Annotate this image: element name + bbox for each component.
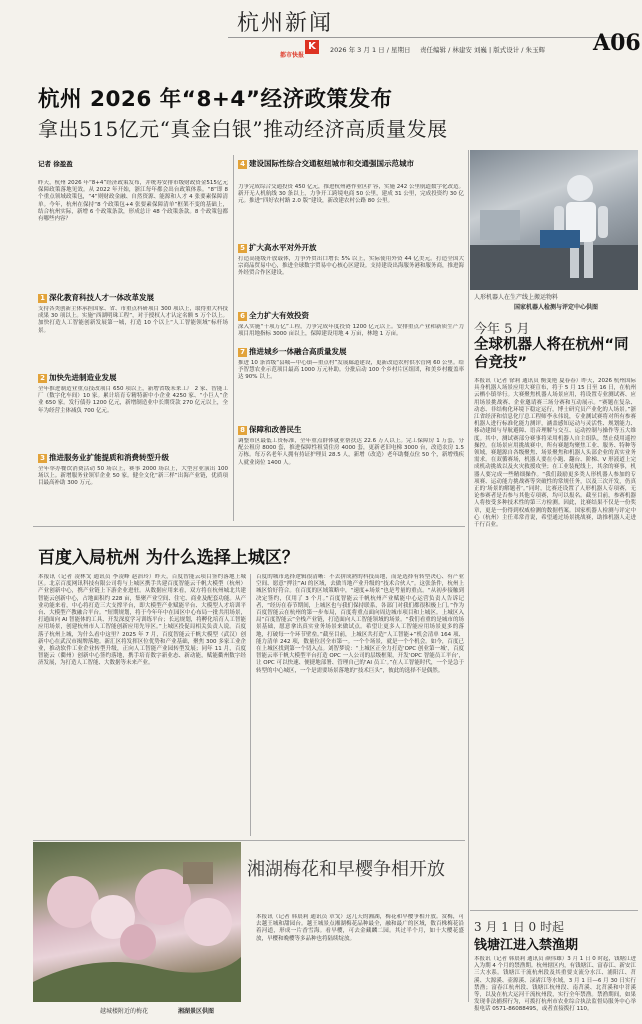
main-article-divider: [33, 526, 465, 527]
newspaper-logo: 都市快报: [280, 52, 305, 59]
section-body-3: 全年举办餐饮消费活动 50 场以上，赛事 2000 场以上，大型营业演出 100 场以上。新增服务业领军企业 50 家。健全文化“新三样”出海产业链，优质项目最高补助 300 万元。: [38, 466, 228, 487]
section-body-8: 调整市区最低工资标准，全年重点群体就业帮扶达 22.6 万人以上。完工保障房 1 万套，分配公租房 8000 套，推进保障性租赁住房 4000 套，更新老旧电梯 3000 台，改造农房 1.5 万栋。每万名老年人拥有持证护理员 28.5 人，新增（改造）老年助餐点位 50 个，新增残疾人就业岗位 1400 人。: [238, 438, 464, 466]
robot-illustration: [470, 150, 638, 290]
baidu-headline: 百度入局杭州 为什么选择上城区？: [38, 548, 299, 568]
main-headline: 杭州 2026 年“8+4”经济政策发布: [38, 87, 393, 112]
plum-blossom-photo: [33, 842, 241, 1002]
section-heading-2: 2 加快先进制造业发展: [38, 372, 117, 383]
section-title: 杭州新闻: [237, 11, 334, 36]
qiantang-body: 本报讯（记者 韩晨莉 通讯员 颜伟雄）3 月 1 日 0 时起，钱塘江进入为期 4 个月的禁渔期。杭州辖区内，有钱塘江、富春江、新安江三大水系。钱塘江干流杭州段及其重要支流分水江、浦阳江、苕溪、大源溪、壶源溪、渌渚江等水域，3 月 1 日—6 月 30 日实行禁渔；富春江杭州段、钱塘江杭州段、南苕溪、北苕溪和中苕溪等，以及在杭大运河干流杭州段，实行全年禁渔。禁渔期间，如果发现非法捕捞行为，可拨打杭州市农业综合执法监督局服务中心举报电话 0571-86088495，或者直接拨打 110。: [474, 956, 636, 1013]
plum-caption-2: 湘湖景区供图: [178, 1008, 215, 1015]
robot-photo: [470, 150, 638, 290]
robot-kicker: 今年 5 月: [474, 322, 530, 337]
section-heading-3: 3 推进服务业扩能提质和消费转型升级: [38, 452, 169, 463]
plum-headline: 湘湖梅花和早樱争相开放: [247, 859, 445, 880]
section-body-7: 推进 10 条省级“县城—中心镇—重点村”发展廊道建设，更新改造农村供水管网 60 公里。给予智慧农业示范项目最高 1000 万元补助。分批启动 100 个乡村片区组团，和美乡村覆盖率达 90% 以上。: [238, 360, 464, 381]
column-divider-right: [468, 150, 469, 1002]
plum-body: 本报讯（记者 韩晨莉 通讯员 章戈）这几天的湘湖，梅花和早樱争相开放。赏梅，可去越王城和甜园台。越王城景点湘湖梅花品种最全，融和最广的区域，数百株梅花沿着河道，形成一片香雪海。看早樱，可去金藏麟二园。其过半个月，如十大樱花盛放，早樱和晚樱等多品种也将陆续绽放。: [256, 914, 464, 942]
qiantang-kicker: 3 月 1 日 0 时起: [474, 920, 564, 934]
page-number: A06: [593, 30, 641, 56]
baidu-body-col2: 百度的城市选择逻辑很清晰：不去拼成熟的科技高地，而是选择有转型决心、有产业空间、愿意“押注”AI 的区域，去做当地产业升级的“技术合伙人”。这张条件，杭州上城区恰好符合。在百度的区域策略中，“速度+场景”也是考量的重点。“从初步接触到决定签约，仅用了 3 个月。”百度智能云千帆杭州产业赋能中心运营负责人告诉记者，“经历在春节期间，上城区也与我们保持联系，各部门对我们都很积极上门。”作为百度智能云在杭州的第一步布局，百度将重点面向周边城市项目和上城区。上城区入局“百度智能云”全栈产业链，打造面向人工智能领域的场景。“我们看重的是城市的场景基础，愿意拿出真实业务场景来做试点。希望让更多人工智能应用场景更多的落地，打破每一个环节壁垒。”截至目前，上城区共打造“人工智能+”机会清单 164 项、能力清单 242 项，数量位居全市第一。一个个场景，就是一个个机会。如今，百度已在上城区找到第一个切入点。刘智梦说：“上城区正全力打造‘OPC 创业第一城’，百度智能云率千帆大模型平台打造 OPC 一人公司的层级框架，开发‘OPC 智能员工平台’，让 OPC 可以快速、便捷地部署、管理自己的‘AI 员工’。”在人工智能时代，一个是急于转型的中心城区，一个是需要场景落地的“技术巨头”，彼此的选择不是偶然。: [256, 574, 464, 674]
robot-caption-1: 人形机器人在生产线上搬运物料: [474, 294, 559, 301]
section-heading-8: 8 保障和改善民生: [238, 424, 302, 435]
robot-headline: 全球机器人将在杭州“同台竞技”: [474, 337, 629, 371]
section-heading-5: 5 扩大高水平对外开放: [238, 242, 317, 253]
main-subheadline: 拿出515亿元“真金白银”推动经济高质量发展: [38, 117, 448, 141]
header-rule: [228, 37, 630, 38]
section-body-5: 打造高能级开放载体，力争外贸出口增长 5% 以上，实际使用外资 44 亿美元。打造全国大宗商品贸易中心，推进全球数字贸易中心核心区建设。支持建设出海服务港和服务商，推进海外经贸合作区建设。: [238, 256, 464, 277]
section-heading-7: 7 推进城乡一体融合高质量发展: [238, 346, 347, 357]
plum-illustration: [33, 842, 241, 1002]
section-body-2: 全年推进制造业重点技改项目 650 项以上，新增省级未来工厂 2 家、智能工厂（数字化车间）10 家。累计培育专精特新中小企业 4250 家、“小巨人”企业 650 家。发行债券 1200 亿元，新增制造业中长期贷款 270 亿元以上，全年为经营主体减负 700 亿元。: [38, 386, 228, 414]
baidu-divider: [33, 840, 465, 841]
column-divider: [233, 155, 234, 521]
section-heading-1: 1 深化教育科技人才一体改革发展: [38, 292, 154, 303]
section-body-1: 支持各类创新主体承担国家、省、市重点科研项目 300 项以上，取得重大科技成果 30 项以上。实施“西湖明珠工程”，对于授权人才认定名额 5 万个以上。加快打造人工智能创新发展第一城，打造 10 个以上“人工智能领域”标杆场景。: [38, 306, 228, 334]
section-heading-4: 4 建设国际性综合交通枢纽城市和交通强国示范城市: [238, 159, 466, 169]
section-body-6: 深入实施“千项万亿”工程，力争完成年度投资 1200 亿元以上。安排重点产业和新质生产力项目用地指标 3000 亩以上，保障建设用地 4 万亩，林地 1 万亩。: [238, 324, 464, 338]
editor-credit: 责任编辑 / 林建安 刘巍 | 版式设计 / 朱玉辉: [420, 46, 546, 54]
baidu-column-divider: [250, 574, 251, 836]
byline: 记者 徐盈盈: [38, 160, 73, 168]
robot-caption-2: 国家机器人检测与评定中心供图: [514, 304, 599, 311]
intro-paragraph: 昨天，杭州 2026 年“8+4”经济政策发布，并统筹安排市级财政资金515亿元保障政策落地见效。从 2022 年开始，浙江每年都会出台政策体系。“8”即 8 个重点领域政策包，“4”则财政金融、自然资源、能源和人才 4 张要素保障清单。今年，杭州在保持“8 个政策包+4 张要素保障清单”框架不变的基础上，结合杭州实际，新增 6 个政策条款，形成总计 48 个政策条款。8 个政策包都有哪些内容？: [38, 180, 228, 223]
baidu-body-col1: 本报讯（记者 凌林戈 通讯员 李凌峰 赵治玲）昨天，百度智能云项目签约落地上城区。北京百度网讯科技有限公司将与上城区携手共建百度智能云千帆大模型（杭州）产业创新中心，携产业链上下游企业进驻。从数据应用来看，双方将在杭州城北共建智能云创新中心，占地面积约 228 亩，集聚产业空间、住宅、商业及配套功能。从产业功能来看，中心将打造三大支撑平台，即大模型产业赋能平台、大模型人才培训平台、大模型产教融合平台。“短期规划，将于今年年中在园区中心布局一批共用场景，打通面向 AI 智能体的工具、开发深度学习训练平台；长远规划，将孵化培育人工智能应用场景，创建杭州市人工智能创新应用先导区。”上城区投促局相关负责人说。百度落子杭州上城，为什么看中这里？2025 年 7 月，百度智能云千帆大模型（武汉）创新中心在武汉市揭牌落地。新汇区将发挥区位优势和产业基础，聚焦 300 多家工业企业，推动软件工业企业转型升级，正向人工智能产业园转型发展；同年 11 月，百度智能云（衢州）创新中心签约落地，携手培育数字新业态、新动能，赋能衢州数字经济发展，为打造人工智能、大数据等未来产业。: [38, 574, 246, 667]
issue-date: 2026 年 3 月 1 日 / 星期日: [330, 46, 411, 54]
logo-icon: K: [305, 40, 319, 54]
robot-body: 本报讯（记者 徐莉 通讯员 衡变艳 夏春春）昨天，2026 杭州国际具身机器人场景应用大赛宣布，将于 5 月 15 日至 16 日，在杭州云栖小镇举行。大赛聚焦机器人场景应用，将设置专业测试赛、应用场景挑战赛、企业邀请赛三场分赛和互动展示。“赛题在复杂、动态、非结构化环境下稳定运行，博士研究员产业化的人场景。”浙江省经济和信息化厅总工程师李永伟说，专业测试赛将对所有参赛机器人进行标准化能力测评，涵盖感知运动与灵活性、规划能力、移动建图与导航避障、语音理解与交互、运动控制与操作等五大维度。其中，测试赛部分赛事将采用机器人自主组队，禁止使用遥控操控。在场景应用挑战赛中，所有赛题均聚焦工业、服务、特种等领域，赛题源自各级聚焦、场景聚焦和机器人头部企业的真实业务需求。在双循赛场，机器人要在小跑、翻台、阶梯、V 形液道上完成机动挑战以及火灾救援攻坚；在工业装配线上，其余的赛事，机器人要完成一些精细操作。“我们鼓励更多类人形机器人参加的专项赛、运动能力挑战赛等突破性的常规任务，以及三次开发，仍真正的‘场景的解题者’。”同时，比赛还设置了人形机器人专项赛，无论参赛者是否参与其他专项赛，均可以报名。截至目前，参赛机器人将按受多种技术性的第三方检测。因此，比赛结果不仅是一份奖章，更是一份得到权威检测的数据档案。国家机器人检测与评定中心（杭州）主任邓常青说，希望通过场景挑战赛，助推机器人走进千行百业。: [474, 378, 636, 529]
section-body-4: 力争完成综合交通投资 450 亿元，推进杭州港作业区扩容，实施 242 公里航道数字化改造。新开无人机航线 30 条以上，力争开工跨境电商 50 公里，建成 31 公里，完成投资约 30 亿元。推进“四好农村路 2.0 版”建设，新改建农村公路 80 公里。: [238, 184, 464, 205]
robot-divider: [470, 910, 638, 911]
qiantang-headline: 钱塘江进入禁渔期: [474, 938, 579, 953]
plum-caption-1: 越城楼附近的梅花: [100, 1008, 149, 1015]
section-heading-6: 6 全力扩大有效投资: [238, 310, 309, 321]
